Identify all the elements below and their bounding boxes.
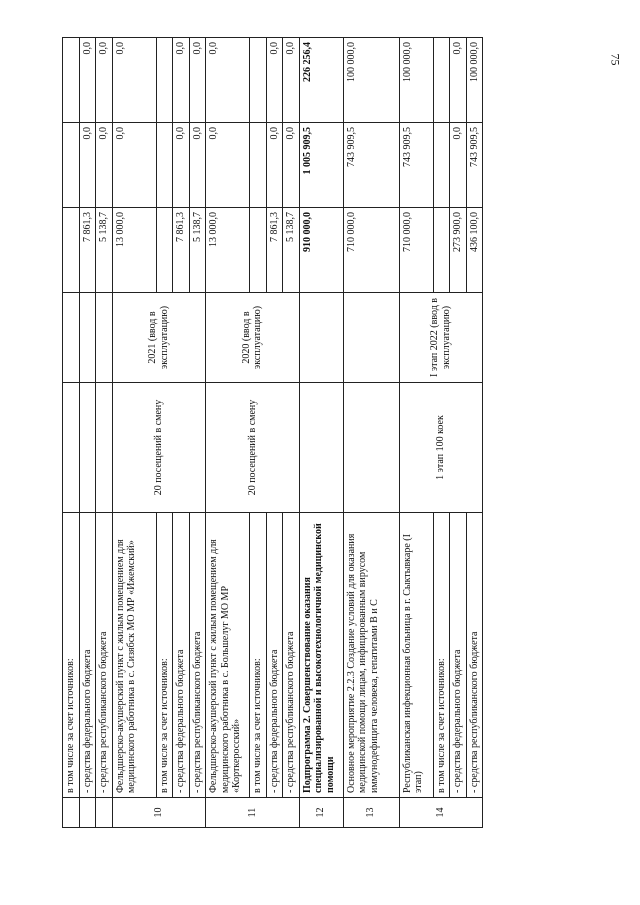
value-cell-3 (63, 38, 80, 123)
item-name-cell: Фельдшерско-акушерский пункт с жилым помещением для медицинского работника в с. Сизябск МО МР «Ижемский» (112, 513, 156, 798)
rotated-page (62, 38, 582, 828)
value-cell-2: 743 909,5 (466, 123, 483, 208)
value-cell-3: 100 000,0 (343, 38, 399, 123)
value-cell-3: 226 256,4 (299, 38, 343, 123)
item-name-cell: - средства федерального бюджета (266, 513, 283, 798)
value-cell-3 (156, 38, 173, 123)
item-name-cell: в том числе за счет источников: (433, 513, 450, 798)
item-name-cell: - средства федерального бюджета (79, 513, 96, 798)
item-name-cell: - средства федерального бюджета (173, 513, 190, 798)
value-cell-1: 5 138,7 (189, 208, 206, 293)
value-cell-2: 0,0 (189, 123, 206, 208)
capacity-cell: 20 посещений в смену (112, 383, 206, 513)
table-row (299, 38, 343, 828)
value-cell-2: 743 909,5 (343, 123, 399, 208)
capacity-cell (79, 383, 96, 513)
value-cell-2: 0,0 (112, 123, 156, 208)
value-cell-3: 0,0 (189, 38, 206, 123)
value-cell-1: 13 000,0 (206, 208, 250, 293)
table-body (63, 38, 483, 828)
value-cell-1 (63, 208, 80, 293)
value-cell-3: 0,0 (96, 38, 113, 123)
table-row (399, 38, 433, 828)
item-name-cell: Основное мероприятие 2.2.3 Создание условий для оказания медицинской помощи лицам, инфицированным вирусом иммунодефицита человека, гепатитами В и С (343, 513, 399, 798)
item-name-cell: в том числе за счет источников: (250, 513, 267, 798)
item-name-cell: Республиканская инфекционная больница в г. Сыктывкаре (I этап) (399, 513, 433, 798)
row-number-cell: 12 (299, 798, 343, 828)
period-cell (63, 293, 80, 383)
value-cell-1: 5 138,7 (96, 208, 113, 293)
value-cell-2 (156, 123, 173, 208)
period-cell: 2021 (ввод в эксплуатацию) (112, 293, 206, 383)
value-cell-3: 0,0 (283, 38, 300, 123)
value-cell-1: 910 000,0 (299, 208, 343, 293)
table-row (112, 38, 156, 828)
item-name-cell: в том числе за счет источников: (156, 513, 173, 798)
capacity-cell (299, 383, 343, 513)
value-cell-2 (250, 123, 267, 208)
capacity-cell (343, 383, 399, 513)
value-cell-2: 1 005 909,5 (299, 123, 343, 208)
value-cell-2 (63, 123, 80, 208)
capacity-cell (96, 383, 113, 513)
value-cell-3: 0,0 (266, 38, 283, 123)
value-cell-1 (156, 208, 173, 293)
period-cell: 2020 (ввод в эксплуатацию) (206, 293, 300, 383)
value-cell-1: 7 861,3 (173, 208, 190, 293)
value-cell-2: 0,0 (96, 123, 113, 208)
value-cell-1 (250, 208, 267, 293)
value-cell-2: 0,0 (79, 123, 96, 208)
value-cell-1: 710 000,0 (343, 208, 399, 293)
item-name-cell: - средства республиканского бюджета (96, 513, 113, 798)
item-name-cell: - средства республиканского бюджета (283, 513, 300, 798)
capacity-cell: 20 посещений в смену (206, 383, 300, 513)
period-cell (79, 293, 96, 383)
table-row (96, 38, 113, 828)
value-cell-1: 7 861,3 (79, 208, 96, 293)
row-number-cell (79, 798, 96, 828)
value-cell-1: 7 861,3 (266, 208, 283, 293)
value-cell-1: 436 100,0 (466, 208, 483, 293)
period-cell (299, 293, 343, 383)
capacity-cell (63, 383, 80, 513)
value-cell-3: 100 000,0 (466, 38, 483, 123)
row-number-cell: 13 (343, 798, 399, 828)
value-cell-1: 273 900,0 (450, 208, 467, 293)
item-name-cell: в том числе за счет источников: (63, 513, 80, 798)
item-name-cell: - средства федерального бюджета (450, 513, 467, 798)
row-number-cell (96, 798, 113, 828)
value-cell-3 (250, 38, 267, 123)
table-row (206, 38, 250, 828)
value-cell-2: 0,0 (283, 123, 300, 208)
value-cell-3: 0,0 (173, 38, 190, 123)
item-name-cell: - средства республиканского бюджета (189, 513, 206, 798)
row-number-cell (63, 798, 80, 828)
value-cell-1: 710 000,0 (399, 208, 433, 293)
item-name-cell: Подпрограмма 2. Совершенствование оказания специализированной и высокотехнологичной медицинской помощи (299, 513, 343, 798)
item-name-cell: Фельдшерско-акушерский пункт с жилым помещением для медицинского работника в с. Большелуг МО МР «Корткеросский» (206, 513, 250, 798)
value-cell-3: 0,0 (112, 38, 156, 123)
row-number-cell: 11 (206, 798, 300, 828)
page-number: 75 (608, 53, 623, 66)
period-cell: I этап 2022 (ввод в эксплуатацию) (399, 293, 483, 383)
value-cell-2 (433, 123, 450, 208)
value-cell-2: 0,0 (266, 123, 283, 208)
value-cell-3: 0,0 (79, 38, 96, 123)
row-number-cell: 14 (399, 798, 483, 828)
value-cell-1 (433, 208, 450, 293)
value-cell-3: 0,0 (450, 38, 467, 123)
value-cell-3: 0,0 (206, 38, 250, 123)
value-cell-2: 743 909,5 (399, 123, 433, 208)
table-row (63, 38, 80, 828)
value-cell-3 (433, 38, 450, 123)
budget-table (62, 37, 483, 828)
capacity-cell: 1 этап 100 коек (399, 383, 483, 513)
item-name-cell: - средства республиканского бюджета (466, 513, 483, 798)
period-cell (96, 293, 113, 383)
table-row (79, 38, 96, 828)
row-number-cell: 10 (112, 798, 206, 828)
value-cell-1: 5 138,7 (283, 208, 300, 293)
period-cell (343, 293, 399, 383)
value-cell-2: 0,0 (173, 123, 190, 208)
table-row (343, 38, 399, 828)
value-cell-2: 0,0 (206, 123, 250, 208)
value-cell-2: 0,0 (450, 123, 467, 208)
value-cell-1: 13 000,0 (112, 208, 156, 293)
value-cell-3: 100 000,0 (399, 38, 433, 123)
